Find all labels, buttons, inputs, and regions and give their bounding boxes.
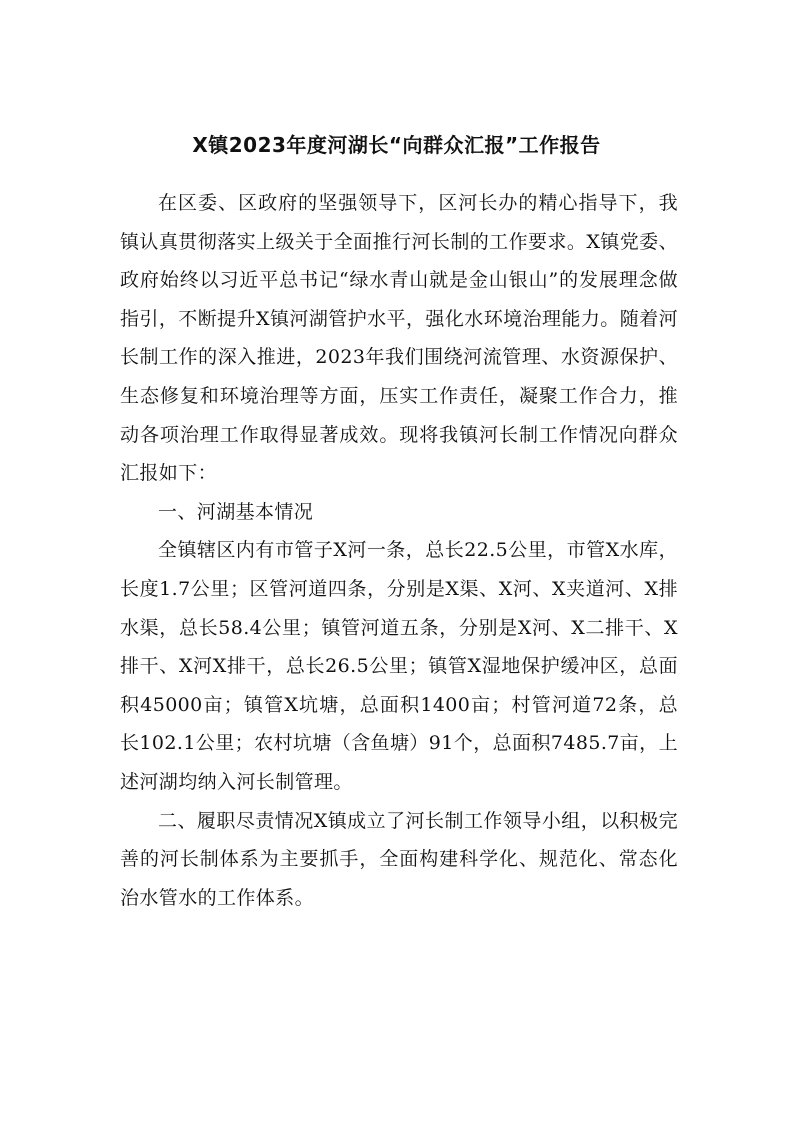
document-body [120, 184, 678, 917]
document-title: X镇2023年度河湖长“向群众汇报”工作报告 [192, 133, 601, 157]
duty-performance-paragraph: 二、履职尽责情况X镇成立了河长制工作领导小组，以积极完善的河长制体系为主要抓手，全面构建科学化、规范化、常态化治水管水的工作体系。 [120, 809, 678, 909]
intro-paragraph: 在区委、区政府的坚强领导下，区河长办的精心指导下，我镇认真贯彻落实上级关于全面推行河长制的工作要求。X镇党委、政府始终以习近平总书记“绿水青山就是金山银山”的发展理念做指引，不断提升X镇河湖管护水平，强化水环境治理能力。随着河长制工作的深入推进，2023年我们围绕河流管理、水资源保护、生态修复和环境治理等方面，压实工作责任，凝聚工作合力，推动各项治理工作取得显著成效。现将我镇河长制工作情况向群众汇报如下： [120, 192, 678, 485]
section-heading-river-lake-overview: 一、河湖基本情况 [158, 500, 314, 523]
river-lake-overview-paragraph: 全镇辖区内有市管子X河一条，总长22.5公里，市管X水库，长度1.7公里；区管河道四条，分别是X渠、X河、X夹道河、X排水渠，总长58.4公里；镇管河道五条，分别是X河、X二排干、X排干、X河X排干，总长26.5公里；镇管X湿地保护缓冲区，总面积45000亩；镇管X坑塘，总面积1400亩；村管河道72条，总长102.1公里；农村坑塘（含鱼塘）91个，总面积7485.7亩，上述河湖均纳入河长制管理。 [120, 539, 678, 793]
